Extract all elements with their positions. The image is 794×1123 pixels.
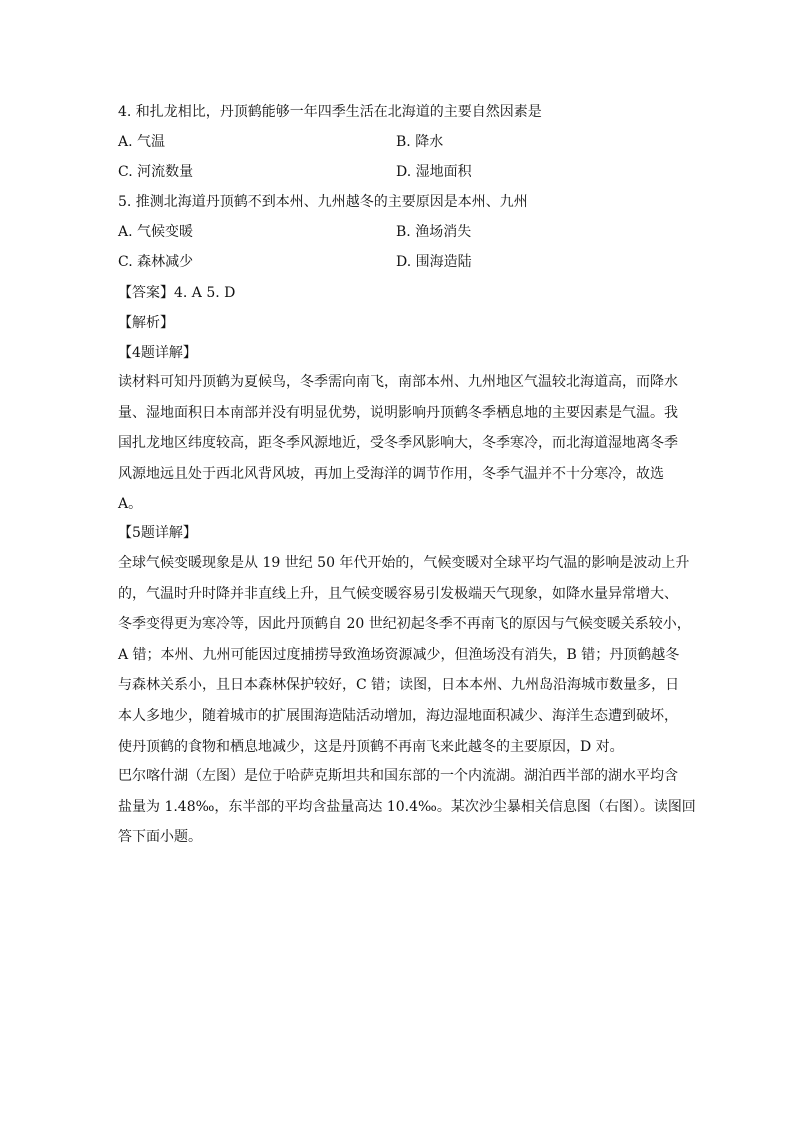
q5-detail-label: 【5题详解】 [118,525,197,541]
q4-detail-label: 【4题详解】 [118,345,197,361]
q5-detail-line: 本人多地少，随着城市的扩展围海造陆活动增加，海边湿地面积减少、海洋生态遭到破坏， [118,707,678,724]
q5-detail-paragraph [118,548,691,762]
answer-line: 【答案】4. A 5. D [118,285,236,301]
q5-detail-line: A 错；本州、九州可能因过度捕捞导致渔场资源减少，但渔场没有消失，B 错；丹顶鹤越冬 [118,646,680,663]
q5-option-c: C. 森林减少 [118,254,194,270]
q5-detail-line: 冬季变得更为寒冷等，因此丹顶鹤自 20 世纪初起冬季不再南飞的原因与气候变暖关系较小， [118,616,691,633]
q4-detail-line: 量、湿地面积日本南部并没有明显优势，说明影响丹顶鹤冬季栖息地的主要因素是气温。我 [118,404,678,421]
intro-paragraph [118,761,696,853]
intro-line: 盐量为 1.48‰，东半部的平均含盐量高达 10.4‰。某次沙尘暴相关信息图（右图）。读图回 [118,798,696,815]
q5-option-b: B. 渔场消失 [396,224,472,240]
question-4-stem: 4. 和扎龙相比，丹顶鹤能够一年四季生活在北海道的主要自然因素是 [118,104,542,120]
intro-line: 答下面小题。 [118,829,202,846]
q4-option-c: C. 河流数量 [118,164,194,180]
analysis-label: 【解析】 [118,315,174,331]
q4-detail-line: 国扎龙地区纬度较高，距冬季风源地近，受冬季风影响大，冬季寒冷，而北海道湿地离冬季 [118,435,678,452]
q5-detail-line: 使丹顶鹤的食物和栖息地减少，这是丹顶鹤不再南飞来此越冬的主要原因，D 对。 [118,738,624,755]
q4-option-a: A. 气温 [118,134,166,150]
q4-detail-line: 风源地远且处于西北风背风坡，再加上受海洋的调节作用，冬季气温并不十分寒冷，故选 [118,465,664,482]
q5-detail-line: 全球气候变暖现象是从 19 世纪 50 年代开始的，气候变暖对全球平均气温的影响是波动上升 [118,555,690,571]
q5-option-d: D. 围海造陆 [396,254,472,270]
intro-line: 巴尔喀什湖（左图）是位于哈萨克斯坦共和国东部的一个内流湖。湖泊西半部的湖水平均含 [118,768,678,784]
q5-detail-line: 的，气温时升时降并非直线上升，且气候变暖容易引发极端天气现象，如降水量异常增大、 [118,585,678,602]
q4-detail-line: 读材料可知丹顶鹤为夏候鸟，冬季需向南飞，南部本州、九州地区气温较北海道高，而降水 [118,374,678,390]
q4-option-d: D. 湿地面积 [396,164,472,180]
q4-detail-line: A。 [118,496,143,513]
q5-option-a: A. 气候变暖 [118,224,194,240]
q4-option-b: B. 降水 [396,134,444,150]
question-5-stem: 5. 推测北海道丹顶鹤不到本州、九州越冬的主要原因是本州、九州 [118,194,528,210]
q5-detail-line: 与森林关系小，且日本森林保护较好，C 错；读图，日本本州、九州岛沿海城市数量多，日 [118,677,680,694]
q4-detail-paragraph [118,367,678,520]
